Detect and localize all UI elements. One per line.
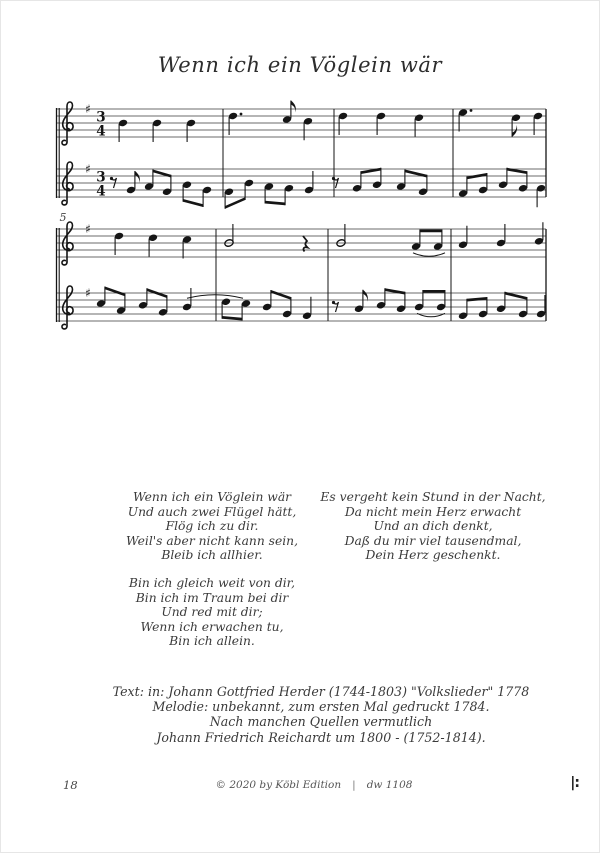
text-line: Und an dich denkt, (373, 519, 493, 534)
treble-clef-icon (62, 222, 73, 265)
music-notation (1, 1, 600, 361)
text-line: Da nicht mein Herz erwacht (344, 504, 522, 519)
time-signature (96, 170, 105, 200)
text-line: Wenn ich ein Vöglein wär (132, 490, 292, 504)
music-system (56, 211, 546, 329)
lyrics-stanza-3 (318, 490, 548, 563)
end-repeat-mark: |: (570, 775, 579, 791)
page-number: 18 (63, 778, 78, 792)
text-line: Und red mit dir; (161, 605, 263, 620)
time-signature (96, 110, 105, 140)
credits-block (41, 684, 600, 745)
text-line: Bin ich im Traum bei dir (135, 590, 289, 605)
text-line: Wenn ich erwachen tu, (140, 619, 284, 634)
copyright-line (14, 779, 600, 791)
page-title: Wenn ich ein Vöglein wär (157, 53, 443, 77)
svg-text:3: 3 (96, 169, 106, 186)
text-line: Text: in: Johann Gottfried Herder (1744-1803) "Volkslieder" 1778 (112, 684, 530, 699)
lyrics-stanza-2 (87, 576, 337, 649)
treble-clef-icon (62, 286, 73, 329)
text-line: Nach manchen Quellen vermutlich (209, 714, 433, 730)
lyrics-column-left (87, 490, 337, 649)
music-system (56, 101, 546, 209)
treble-clef-icon (62, 102, 73, 145)
text-line: Bin ich allein. (169, 634, 255, 649)
catalog-number: dw 1108 (366, 779, 413, 791)
page-footer (1, 775, 599, 799)
text-line: Flög ich zu dir. (165, 519, 259, 534)
key-signature-sharp-icon: ♯ (85, 286, 91, 300)
footer-separator: | (352, 779, 356, 791)
key-signature-sharp-icon: ♯ (85, 102, 91, 116)
text-line: Und auch zwei Flügel hätt, (127, 504, 297, 519)
text-line: Weil's aber nicht kann sein, (125, 533, 299, 548)
svg-text:4: 4 (96, 183, 106, 200)
text-line: Dein Herz geschenkt. (365, 548, 501, 563)
svg-text:4: 4 (96, 123, 106, 140)
measure-number: 5 (59, 211, 67, 224)
text-line: Es vergeht kein Stund in der Nacht, (320, 490, 546, 504)
key-signature-sharp-icon: ♯ (85, 162, 91, 176)
lyrics-stanza-1 (87, 490, 337, 563)
treble-clef-icon (62, 162, 73, 205)
text-line: Melodie: unbekannt, zum ersten Mal gedruckt 1784. (152, 699, 490, 715)
copyright-text: © 2020 by Köbl Edition (215, 779, 342, 791)
lyrics-column-right (318, 490, 548, 563)
text-line: Johann Friedrich Reichardt um 1800 - (1752-1814). (156, 729, 486, 745)
key-signature-sharp-icon: ♯ (85, 222, 91, 236)
text-line: Bin ich gleich weit von dir, (128, 575, 296, 590)
svg-text:3: 3 (96, 109, 106, 126)
text-line: Daß du mir viel tausendmal, (344, 533, 522, 548)
text-line: Bleib ich allhier. (161, 548, 263, 563)
